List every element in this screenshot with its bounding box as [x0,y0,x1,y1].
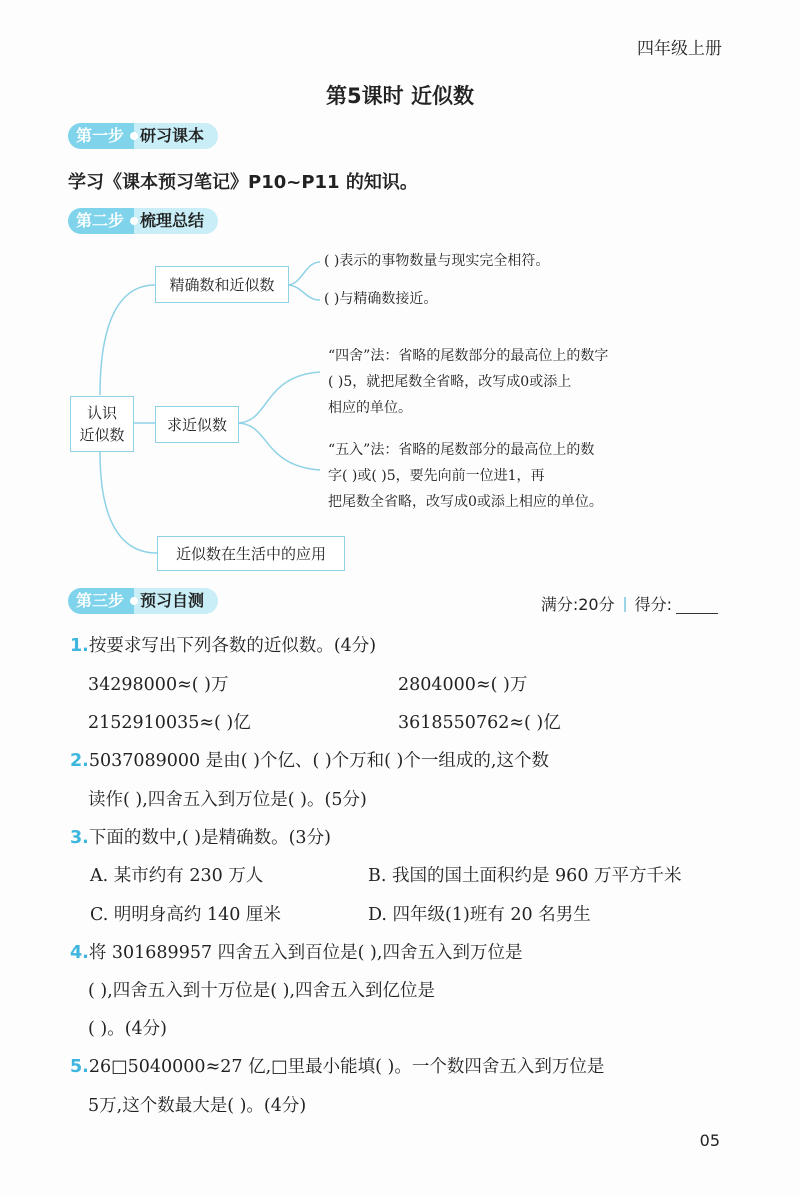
intro-text: 学习《课本预习笔记》P10~P11 的知识。 [68,172,418,193]
step-1-name: 研习课本 [134,123,218,149]
round-up-rule-line2: 字( )或( )5，要先向前一位进1，再 [328,468,545,484]
question-5 [70,1053,604,1078]
q3-option-d: D. 四年级(1)班有 20 名男生 [368,905,591,925]
question-text: 5037089000 是由( )个亿、( )个万和( )个一组成的,这个数 [88,751,549,771]
step-dot-icon [130,132,138,140]
score-box [541,592,718,615]
question-number: 1. [70,636,89,656]
round-up-rule-line3: 把尾数全省略，改写成0或添上相应的单位。 [328,494,603,510]
question-2 [70,747,549,772]
connector-branch1-b [287,285,320,300]
mindmap-branch-exact-approx: 精确数和近似数 [155,266,289,303]
question-number: 3. [70,828,89,848]
score-separator [624,597,626,612]
round-down-rule-line3: 相应的单位。 [328,400,412,416]
step-2-name: 梳理总结 [134,208,218,234]
question-text: 下面的数中,( )是精确数。(3分) [88,828,331,848]
q3-option-b: B. 我国的国土面积约是 960 万平方千米 [368,866,682,886]
connector-branch1-a [287,262,320,285]
page-number: 05 [699,1131,720,1150]
question-number: 4. [70,943,89,963]
score-blank[interactable] [676,597,718,614]
connector-branch2-a [237,372,320,423]
mindmap-branch-applications: 近似数在生活中的应用 [157,536,345,571]
mindmap-root: 认识 近似数 [70,396,134,452]
step-3-header [68,588,218,614]
question-number: 5. [70,1057,89,1077]
round-up-rule-line1: “五入”法：省略的尾数部分的最高位上的数 [328,442,595,458]
question-4 [70,939,522,964]
grade-label: 四年级上册 [637,39,722,59]
q1-item-d: 3618550762≈( )亿 [398,713,561,733]
question-text: 按要求写出下列各数的近似数。(4分) [88,636,377,656]
connector-branch2-b [237,423,320,470]
q1-item-c: 2152910035≈( )亿 [88,713,251,733]
question-5-line2: 5万,这个数最大是( )。(4分) [88,1096,307,1116]
question-3 [70,824,331,849]
step-1-tag: 第一步 [68,123,134,149]
exact-number-definition: ( )表示的事物数量与现实完全相符。 [324,253,550,269]
step-dot-icon [130,597,138,605]
question-4-line3: ( )。(4分) [88,1019,168,1039]
question-text: 26□5040000≈27 亿,□里最小能填( )。一个数四舍五入到万位是 [88,1057,605,1077]
round-down-rule-line1: “四舍”法：省略的尾数部分的最高位上的数字 [328,348,609,364]
question-number: 2. [70,751,89,771]
q1-item-b: 2804000≈( )万 [398,675,528,695]
q3-option-c: C. 明明身高约 140 厘米 [90,905,281,925]
approx-number-definition: ( )与精确数接近。 [324,291,438,307]
score-label: 得分: [634,595,672,614]
connector-root-branch1 [100,285,155,395]
q3-option-a: A. 某市约有 230 万人 [90,866,264,886]
step-2-tag: 第二步 [68,208,134,234]
connector-root-branch3 [100,452,157,553]
q1-item-a: 34298000≈( )万 [88,675,229,695]
question-4-line2: ( ),四舍五入到十万位是( ),四舍五入到亿位是 [88,981,436,1001]
step-dot-icon [130,217,138,225]
question-2-line2: 读作( ),四舍五入到万位是( )。(5分) [88,790,367,810]
full-score: 满分:20分 [540,595,615,614]
step-3-tag: 第三步 [68,588,134,614]
mindmap-branch-find-approx: 求近似数 [155,406,239,443]
round-down-rule-line2: ( )5，就把尾数全省略，改写成0或添上 [328,374,572,390]
question-text: 将 301689957 四舍五入到百位是( ),四舍五入到万位是 [88,943,523,963]
step-3-name: 预习自测 [134,588,218,614]
lesson-title: 第5课时 近似数 [326,84,474,108]
question-1 [70,632,376,657]
